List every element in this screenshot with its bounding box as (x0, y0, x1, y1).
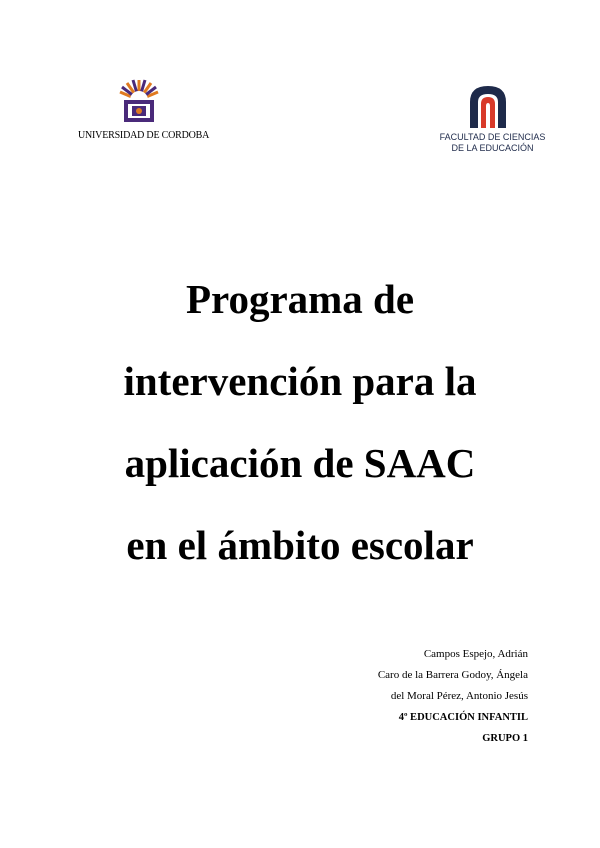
author-3: del Moral Pérez, Antonio Jesús (390, 690, 528, 702)
authors-block (378, 644, 528, 749)
title-line-3: aplicación de SAAC (124, 440, 476, 486)
university-name: UNIVERSIDAD DE CORDOBA (78, 130, 210, 141)
university-logo (78, 70, 210, 160)
faculty-name-line-2: DE LA EDUCACIÓN (451, 143, 534, 153)
author-2: Caro de la Barrera Godoy, Ángela (377, 669, 528, 681)
faculty-name-line-1: FACULTAD DE CIENCIAS (439, 132, 546, 142)
faculty-logo (420, 80, 570, 160)
title-line-2: intervención para la (123, 358, 477, 404)
faculty-emblem-icon (468, 84, 508, 128)
author-1: Campos Espejo, Adrián (423, 648, 528, 660)
title-line-4: en el ámbito escolar (126, 522, 474, 568)
university-emblem-icon (118, 78, 160, 124)
faculty-name (420, 132, 565, 154)
course-label: 4º EDUCACIÓN INFANTIL (398, 712, 528, 723)
group-label: GRUPO 1 (482, 733, 528, 744)
document-title (40, 258, 560, 586)
title-line-1: Programa de (185, 276, 415, 322)
